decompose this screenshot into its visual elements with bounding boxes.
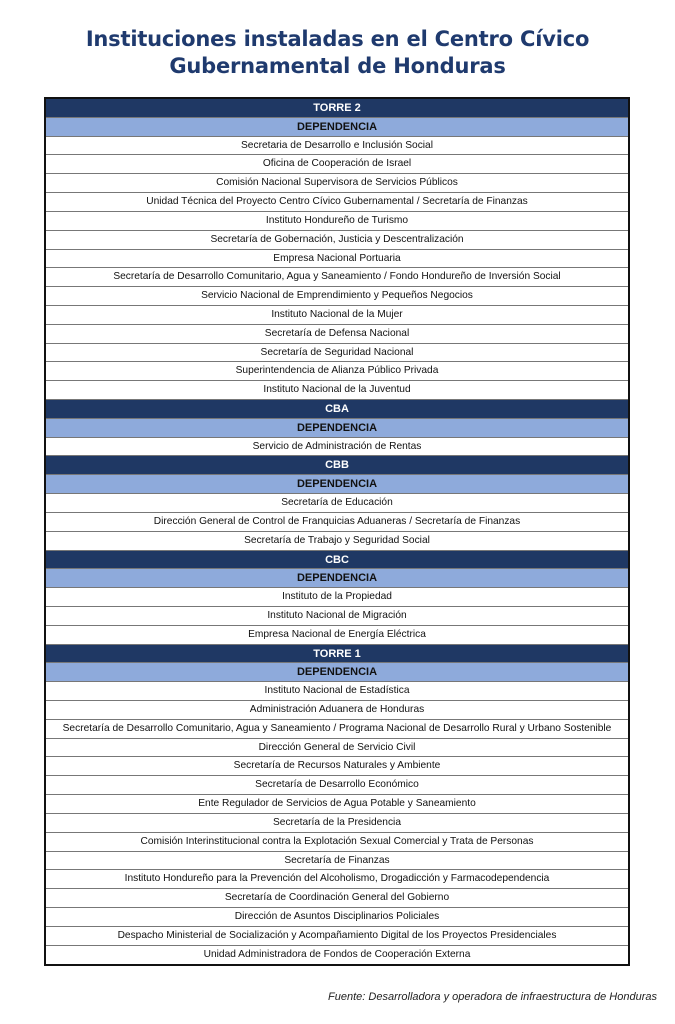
table-row: Unidad Administradora de Fondos de Cooperación Externa xyxy=(46,946,628,965)
table-row: Servicio de Administración de Rentas xyxy=(46,438,628,457)
column-header: DEPENDENCIA xyxy=(46,569,628,588)
table-row: Despacho Ministerial de Socialización y Acompañamiento Digital de los Proyectos Presidenciales xyxy=(46,927,628,946)
page-title-line-2: Gubernamental de Honduras xyxy=(169,54,506,78)
table-row: Instituto Nacional de Migración xyxy=(46,607,628,626)
table-row: Secretaría de la Presidencia xyxy=(46,814,628,833)
table-row: Instituto Hondureño para la Prevención del Alcoholismo, Drogadicción y Farmacodependencia xyxy=(46,870,628,889)
section-header: TORRE 2 xyxy=(46,99,628,118)
table-row: Comisión Interinstitucional contra la Explotación Sexual Comercial y Trata de Personas xyxy=(46,833,628,852)
column-header: DEPENDENCIA xyxy=(46,475,628,494)
table-row: Dirección de Asuntos Disciplinarios Policiales xyxy=(46,908,628,927)
table-row: Empresa Nacional Portuaria xyxy=(46,250,628,269)
section-header: CBB xyxy=(46,456,628,475)
table-row: Instituto Nacional de la Mujer xyxy=(46,306,628,325)
page-title xyxy=(0,26,675,80)
table-row: Secretaría de Finanzas xyxy=(46,852,628,871)
table-row: Secretaría de Trabajo y Seguridad Social xyxy=(46,532,628,551)
table-row: Oficina de Cooperación de Israel xyxy=(46,155,628,174)
table-row: Empresa Nacional de Energía Eléctrica xyxy=(46,626,628,645)
table-row: Superintendencia de Alianza Público Privada xyxy=(46,362,628,381)
table-row: Ente Regulador de Servicios de Agua Potable y Saneamiento xyxy=(46,795,628,814)
table-row: Secretaría de Desarrollo Económico xyxy=(46,776,628,795)
table-row: Dirección General de Servicio Civil xyxy=(46,739,628,758)
table-row: Secretaría de Seguridad Nacional xyxy=(46,344,628,363)
column-header: DEPENDENCIA xyxy=(46,663,628,682)
column-header: DEPENDENCIA xyxy=(46,419,628,438)
table-row: Secretaría de Defensa Nacional xyxy=(46,325,628,344)
table-row: Secretaría de Desarrollo Comunitario, Agua y Saneamiento / Programa Nacional de Desarrollo Rural y Urbano Sostenible xyxy=(46,720,628,739)
table-row: Instituto de la Propiedad xyxy=(46,588,628,607)
table-row: Secretaría de Educación xyxy=(46,494,628,513)
table-row: Secretaría de Gobernación, Justicia y Descentralización xyxy=(46,231,628,250)
table-row: Secretaría de Coordinación General del Gobierno xyxy=(46,889,628,908)
table-row: Instituto Hondureño de Turismo xyxy=(46,212,628,231)
page-title-line-1: Instituciones instaladas en el Centro Cívico xyxy=(85,27,590,51)
table-row: Servicio Nacional de Emprendimiento y Pequeños Negocios xyxy=(46,287,628,306)
table-row: Secretaría de Desarrollo Comunitario, Agua y Saneamiento / Fondo Hondureño de Inversión Social xyxy=(46,268,628,287)
table-row: Comisión Nacional Supervisora de Servicios Públicos xyxy=(46,174,628,193)
section-header: CBC xyxy=(46,551,628,570)
table-row: Secretaria de Desarrollo e Inclusión Social xyxy=(46,137,628,156)
column-header: DEPENDENCIA xyxy=(46,118,628,137)
table-row: Instituto Nacional de la Juventud xyxy=(46,381,628,400)
institutions-table xyxy=(44,97,630,966)
table-row: Instituto Nacional de Estadística xyxy=(46,682,628,701)
section-header: CBA xyxy=(46,400,628,419)
table-row: Secretaría de Recursos Naturales y Ambiente xyxy=(46,757,628,776)
table-row: Unidad Técnica del Proyecto Centro Cívico Gubernamental / Secretaría de Finanzas xyxy=(46,193,628,212)
section-header: TORRE 1 xyxy=(46,645,628,664)
table-row: Dirección General de Control de Franquicias Aduaneras / Secretaría de Finanzas xyxy=(46,513,628,532)
source-note: Fuente: Desarrolladora y operadora de infraestructura de Honduras xyxy=(328,991,657,1003)
table-row: Administración Aduanera de Honduras xyxy=(46,701,628,720)
